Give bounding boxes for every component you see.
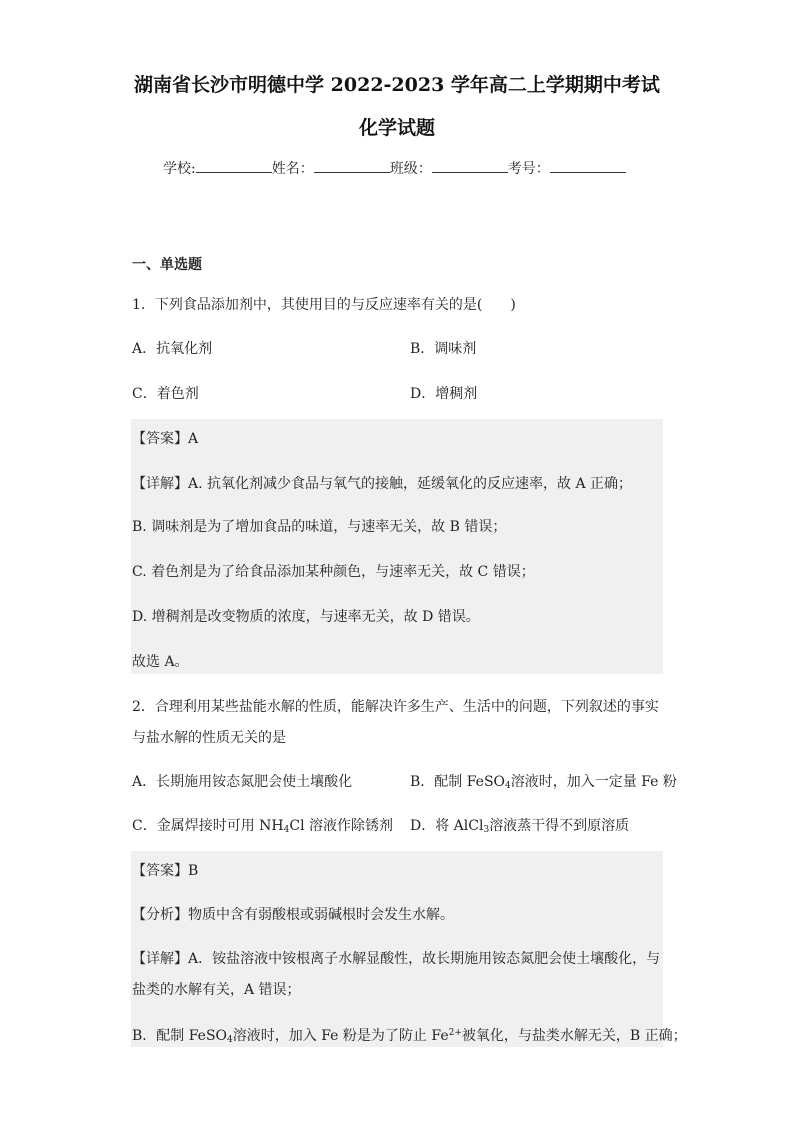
exam-number-label: 考号： [507, 161, 550, 177]
subscript: 4 [505, 781, 511, 791]
q2-option-a: A．长期施用铵态氮肥会使土壤酸化 [132, 774, 353, 790]
q1-explanation-line: B. 调味剂是为了增加食品的味道，与速率无关，故 B 错误； [132, 519, 507, 535]
q2-detail-a-cont: 盐类的水解有关，A 错误； [132, 982, 301, 998]
q2-answer: 【答案】B [132, 863, 199, 879]
student-info-row [163, 158, 626, 178]
exam-subject-title: 化学试题 [358, 117, 435, 139]
q1-option-a: A．抗氧化剂 [132, 341, 213, 357]
school-blank[interactable] [196, 158, 272, 173]
subscript: 4 [227, 1035, 233, 1045]
subscript: 4 [283, 825, 290, 835]
q2-detail-b-text: 溶液时，加入 Fe 粉是为了防止 Fe [232, 1028, 449, 1044]
q1-option-d: D．增稠剂 [410, 386, 478, 402]
q1-stem: 1．下列食品添加剂中，其使用目的与反应速率有关的是( ) [132, 297, 516, 313]
name-label: 姓名： [271, 161, 314, 177]
q1-option-b: B．调味剂 [410, 341, 477, 357]
q1-explanation-line: D. 增稠剂是改变物质的浓度，与速率无关，故 D 错误。 [132, 609, 480, 625]
q2-option-b-text: 溶液时，加入一定量 Fe 粉 [510, 774, 677, 790]
name-blank[interactable] [314, 158, 390, 173]
q1-answer-box [131, 419, 663, 674]
q2-detail-b-text: B．配制 FeSO [132, 1028, 228, 1044]
q1-option-c: C．着色剂 [132, 386, 199, 402]
q2-option-b [410, 771, 677, 791]
q1-conclusion: 故选 A。 [132, 654, 189, 670]
q1-explanation-line: C. 着色剂是为了给食品添加某种颜色，与速率无关，故 C 错误； [132, 564, 535, 580]
class-blank[interactable] [432, 158, 508, 173]
superscript: 2+ [448, 1028, 462, 1038]
school-label: 学校: [163, 161, 196, 177]
subscript: 3 [483, 825, 490, 835]
section-heading: 一、单选题 [132, 257, 202, 273]
exam-title: 湖南省长沙市明德中学 2022-2023 学年高二上学期期中考试 [134, 74, 660, 96]
q2-option-d [410, 815, 629, 835]
q2-option-c [132, 815, 393, 835]
q2-option-c-text: Cl 溶液作除锈剂 [289, 818, 393, 834]
q2-stem-cont: 与盐水解的性质无关的是 [132, 730, 286, 746]
q2-option-b-text: B．配制 FeSO [410, 774, 506, 790]
class-label: 班级： [389, 161, 432, 177]
q2-option-d-text: 溶液蒸干得不到原溶质 [489, 818, 630, 834]
q2-detail-b [132, 1025, 687, 1045]
q2-detail-a: 【详解】A．铵盐溶液中铵根离子水解显酸性，故长期施用铵态氮肥会使土壤酸化，与 [132, 951, 661, 967]
exam-number-blank[interactable] [550, 158, 626, 173]
q2-stem: 2．合理利用某些盐能水解的性质，能解决许多生产、生活中的问题，下列叙述的事实 [132, 699, 659, 715]
q2-analysis: 【分析】物质中含有弱酸根或弱碱根时会发生水解。 [132, 907, 454, 923]
q2-option-d-text: D．将 AlCl [410, 818, 484, 834]
q2-option-c-text: C．金属焊接时可用 NH [132, 818, 284, 834]
q1-answer: 【答案】A [132, 431, 199, 447]
q1-explanation-line: 【详解】A. 抗氧化剂减少食品与氧气的接触，延缓氧化的反应速率，故 A 正确； [132, 476, 633, 492]
q2-detail-b-text: 被氧化，与盐类水解无关，B 正确； [461, 1028, 687, 1044]
